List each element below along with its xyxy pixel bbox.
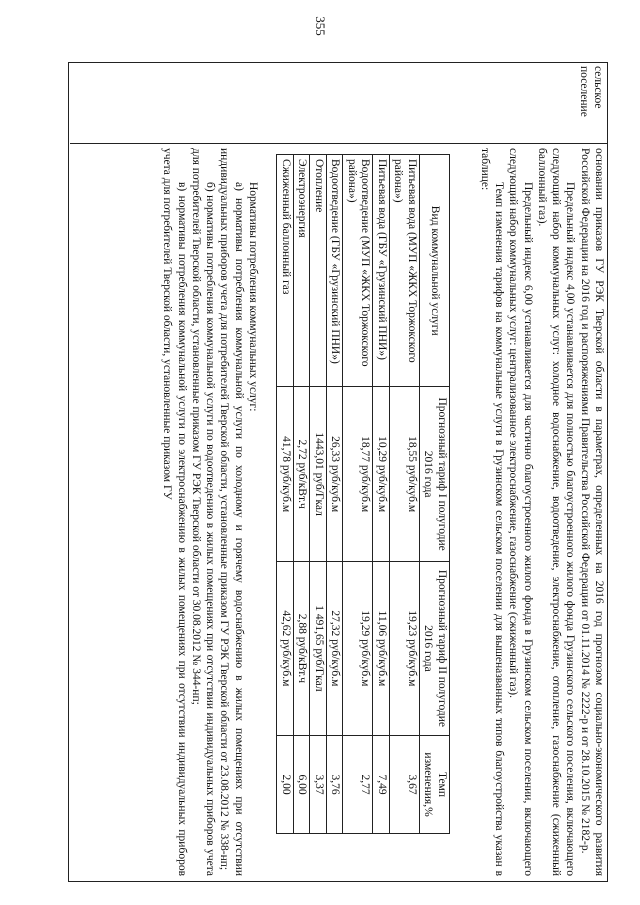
- cell-service: Водоотведение (ГБУ «Грузинский ПНИ»): [327, 155, 344, 387]
- cell-tariff-h2: 19,23 руб/куб.м: [390, 561, 420, 735]
- intro-paragraph-1: основании приказов ГУ РЭК Тверской области в параметрах, определенных на 2016 год прогнозом социально-экономического развития Российской Федерации на 2016 год и распоряжениями Правительства Российской Федерации от 01.11.2014 № 2222-р и от 28.10.2015 № 2182-р.: [578, 148, 605, 876]
- cell-rate: 3,76: [327, 736, 344, 834]
- cell-service: Водоотведение (МУП «ЖКХ Торжокского района»): [343, 155, 373, 387]
- cell-service: Питьевая вода (ГБУ «Грузинский ПНИ»): [373, 155, 390, 387]
- cell-rate: 7,49: [373, 736, 390, 834]
- intro-paragraph-2: Предельный индекс 4,00 устанавливается для полностью благоустроенного жилого фонда Грузинского сельского поселения, включающего следующий набор коммунальных услуг: холодное водоснабжение, водоотведение, электроснабжение, отопление, газоснабжение (сжиженный баллонный газ).: [535, 148, 577, 876]
- cell-rate: 3,67: [390, 736, 420, 834]
- cell-tariff-h1: 10,29 руб/куб.м: [373, 387, 390, 561]
- cell-tariff-h1: 18,55 руб/куб.м: [390, 387, 420, 561]
- cell-rate: 6,00: [294, 736, 311, 834]
- rotated-document-page: [68, 62, 608, 882]
- table-row: [373, 155, 390, 834]
- norms-section: [160, 148, 260, 876]
- header-tariff-h2: Прогнозный тариф II полугодие 2016 года: [420, 561, 450, 735]
- cell-service: Электроэнергия: [294, 155, 311, 387]
- intro-paragraph-4: Темп изменения тарифов на коммунальные услуги в Грузинском сельском поселении для вышеназванных типов благоустройства указан в таблице:: [478, 148, 505, 876]
- cell-tariff-h2: 2,88 руб/кВт.ч: [294, 561, 311, 735]
- page-number: 355: [313, 16, 328, 36]
- header-rate: Темп изменения,%: [420, 736, 450, 834]
- cell-tariff-h2: 1 491,65 руб/Гкал: [310, 561, 327, 735]
- header-service: Вид коммунальной услуги: [420, 155, 450, 387]
- cell-tariff-h1: 41,78 руб/куб.м: [277, 387, 294, 561]
- left-column-label: сельское поселение: [70, 62, 608, 144]
- table-row: [343, 155, 373, 834]
- cell-tariff-h2: 42,62 руб/куб.м: [277, 561, 294, 735]
- cell-service: Отопление: [310, 155, 327, 387]
- cell-tariff-h2: 11,06 руб/куб.м: [373, 561, 390, 735]
- header-tariff-h1: Прогнозный тариф I полугодие 2016 года: [420, 387, 450, 561]
- cell-service: Сжиженный баллонный газ: [277, 155, 294, 387]
- cell-rate: 3,37: [310, 736, 327, 834]
- cell-tariff-h1: 26,33 руб/куб.м: [327, 387, 344, 561]
- table-row: [390, 155, 420, 834]
- norms-heading: Нормативы потребления коммунальных услуг:: [247, 182, 259, 412]
- cell-tariff-h1: 1443,01 руб/Гкал: [310, 387, 327, 561]
- cell-tariff-h1: 18,77 руб/куб.м: [343, 387, 373, 561]
- cell-rate: 2,77: [343, 736, 373, 834]
- table-header-row: [420, 155, 450, 834]
- cell-tariff-h2: 19,29 руб/куб.м: [343, 561, 373, 735]
- table-row: [327, 155, 344, 834]
- intro-paragraph-3: Предельный индекс 6,00 устанавливается для частично благоустроенного жилого фонда в Грузинском сельском поселении, включающего следующий набор коммунальных услуг: централизованное электроснабжение, газоснабжение (сжиженный газ).: [507, 148, 534, 876]
- norms-item-c: в) нормативы потребления коммунальной услуги по электроснабжению в жилых помещениях при отсутствии индивидуальных приборов учета для потребителей Тверской области, установленные приказом ГУ: [161, 148, 188, 876]
- table-row: [294, 155, 311, 834]
- cell-tariff-h2: 27,32 руб/куб.м: [327, 561, 344, 735]
- intro-text: [477, 148, 606, 876]
- cell-rate: 2,00: [277, 736, 294, 834]
- cell-service: Питьевая вода (МУП «ЖКХ Торжокского района»): [390, 155, 420, 387]
- norms-item-a: а) нормативы потребления коммунальной услуги по холодному и горячему водоснабжению в жилых помещениях при отсутствии индивидуальных приборов учета для потребителей Тверской области, установленные приказом ГУ РЭК Тверской области от 23.08.2012 № 338-нп;: [218, 148, 245, 876]
- norms-item-b: б) нормативы потребления коммунальной услуги по водоотведению в жилых помещениях при отсутствии индивидуальных приборов учета для потребителей Тверской области, установленные приказом ГУ РЭК Тверской области от 30.08.2012 № 344-нп;: [189, 148, 217, 876]
- table-row: [277, 155, 294, 834]
- tariff-table: [277, 154, 451, 834]
- cell-tariff-h1: 2,72 руб/кВт.ч: [294, 387, 311, 561]
- table-row: [310, 155, 327, 834]
